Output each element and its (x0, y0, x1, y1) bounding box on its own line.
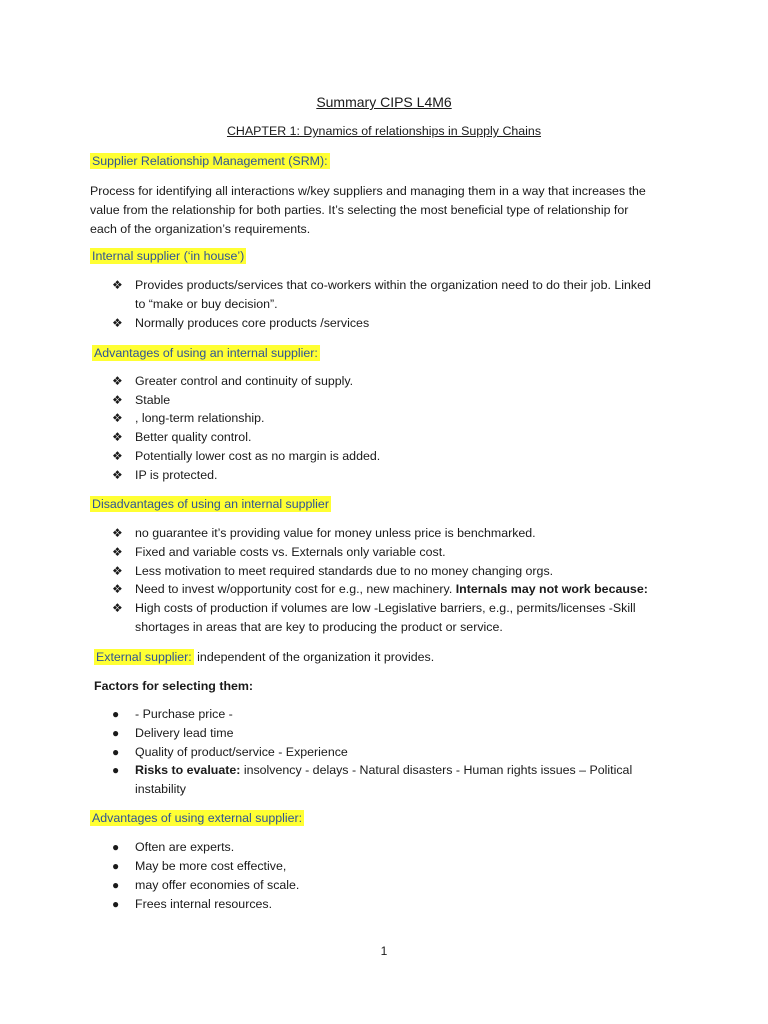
list-item-text: IP is protected. (135, 468, 218, 482)
diamond-bullet-icon: ❖ (112, 468, 123, 482)
list-item-text: to “make or buy decision”. (135, 297, 278, 311)
page-title: Summary CIPS L4M6 (316, 94, 452, 110)
diamond-bullet-icon: ❖ (112, 430, 123, 444)
list-item-text: Potentially lower cost as no margin is added. (135, 449, 381, 463)
disadv-internal-heading (90, 497, 331, 511)
list-item-text-regular: insolvency - delays - Natural disasters - Human rights issues – Political (240, 763, 633, 777)
srm-heading-text: Supplier Relationship Management (SRM): (92, 154, 328, 168)
internal-supplier-heading (90, 249, 246, 263)
page-number: 1 (380, 944, 388, 958)
list-item-text: Often are experts. (135, 840, 235, 854)
list-item-text: Less motivation to meet required standards due to no money changing orgs. (135, 564, 554, 578)
external-supplier-line (94, 650, 434, 664)
internal-heading-text: Internal supplier (‘in house’) (92, 249, 245, 263)
srm-line: Process for identifying all interactions w/key suppliers and managing them in a way that increases the (90, 184, 646, 198)
srm-line: value from the relationship for both parties. It’s selecting the most beneficial type of relationship for (90, 203, 629, 217)
list-item-text: Better quality control. (135, 430, 252, 444)
dot-bullet-icon: ● (112, 840, 120, 854)
diamond-bullet-icon: ❖ (112, 411, 123, 425)
diamond-bullet-icon: ❖ (112, 545, 123, 559)
list-item-text: Fixed and variable costs vs. Externals only variable cost. (135, 545, 446, 559)
srm-line: each of the organization’s requirements. (90, 222, 311, 236)
list-item-text: High costs of production if volumes are low -Legislative barriers, e.g., permits/licenses -Skill (135, 601, 636, 615)
dot-bullet-icon: ● (112, 897, 120, 911)
list-item-text: may offer economies of scale. (135, 878, 300, 892)
adv-internal-heading-text: Advantages of using an internal supplier: (94, 346, 318, 360)
diamond-bullet-icon: ❖ (112, 393, 123, 407)
list-item-text (135, 582, 648, 596)
list-item-text: Provides products/services that co-workers within the organization need to do their job. Linked (135, 278, 651, 292)
srm-heading (90, 154, 330, 168)
srm-paragraph (90, 182, 646, 239)
diamond-bullet-icon: ❖ (112, 564, 123, 578)
adv-internal-heading (92, 346, 320, 360)
list-item-text: instability (135, 782, 186, 796)
adv-external-heading (90, 811, 304, 825)
diamond-bullet-icon: ❖ (112, 526, 123, 540)
external-description: independent of the organization it provides. (193, 650, 435, 664)
dot-bullet-icon: ● (112, 726, 120, 740)
diamond-bullet-icon: ❖ (112, 278, 123, 292)
list-item-text: shortages in areas that are key to producing the product or service. (135, 620, 503, 634)
dot-bullet-icon: ● (112, 859, 120, 873)
diamond-bullet-icon: ❖ (112, 449, 123, 463)
list-item-text: , long-term relationship. (135, 411, 265, 425)
dot-bullet-icon: ● (112, 745, 120, 759)
diamond-bullet-icon: ❖ (112, 601, 123, 615)
list-item-text: Quality of product/service - Experience (135, 745, 348, 759)
external-heading-text: External supplier: (96, 650, 192, 664)
factors-heading: Factors for selecting them: (94, 679, 254, 693)
list-item-text-bold: Internals may not work because: (455, 582, 648, 596)
list-item-text-bold: Risks to evaluate: (135, 763, 241, 777)
list-item-text: Delivery lead time (135, 726, 234, 740)
list-item-text: no guarantee it’s providing value for money unless price is benchmarked. (135, 526, 536, 540)
dot-bullet-icon: ● (112, 878, 120, 892)
dot-bullet-icon: ● (112, 763, 120, 777)
chapter-heading: CHAPTER 1: Dynamics of relationships in Supply Chains (226, 124, 542, 138)
disadv-internal-heading-text: Disadvantages of using an internal supplier (92, 497, 329, 511)
list-item-text: Stable (135, 393, 171, 407)
list-item-text: Greater control and continuity of supply. (135, 374, 354, 388)
diamond-bullet-icon: ❖ (112, 582, 123, 596)
list-item-text: - Purchase price - (135, 707, 233, 721)
list-item-text: Frees internal resources. (135, 897, 273, 911)
dot-bullet-icon: ● (112, 707, 120, 721)
list-item-text-regular: Need to invest w/opportunity cost for e.g., new machinery. (135, 582, 456, 596)
diamond-bullet-icon: ❖ (112, 316, 123, 330)
list-item-text: May be more cost effective, (135, 859, 287, 873)
list-item-text: Normally produces core products /services (135, 316, 370, 330)
adv-external-heading-text: Advantages of using external supplier: (92, 811, 303, 825)
list-item-text (135, 763, 632, 777)
diamond-bullet-icon: ❖ (112, 374, 123, 388)
